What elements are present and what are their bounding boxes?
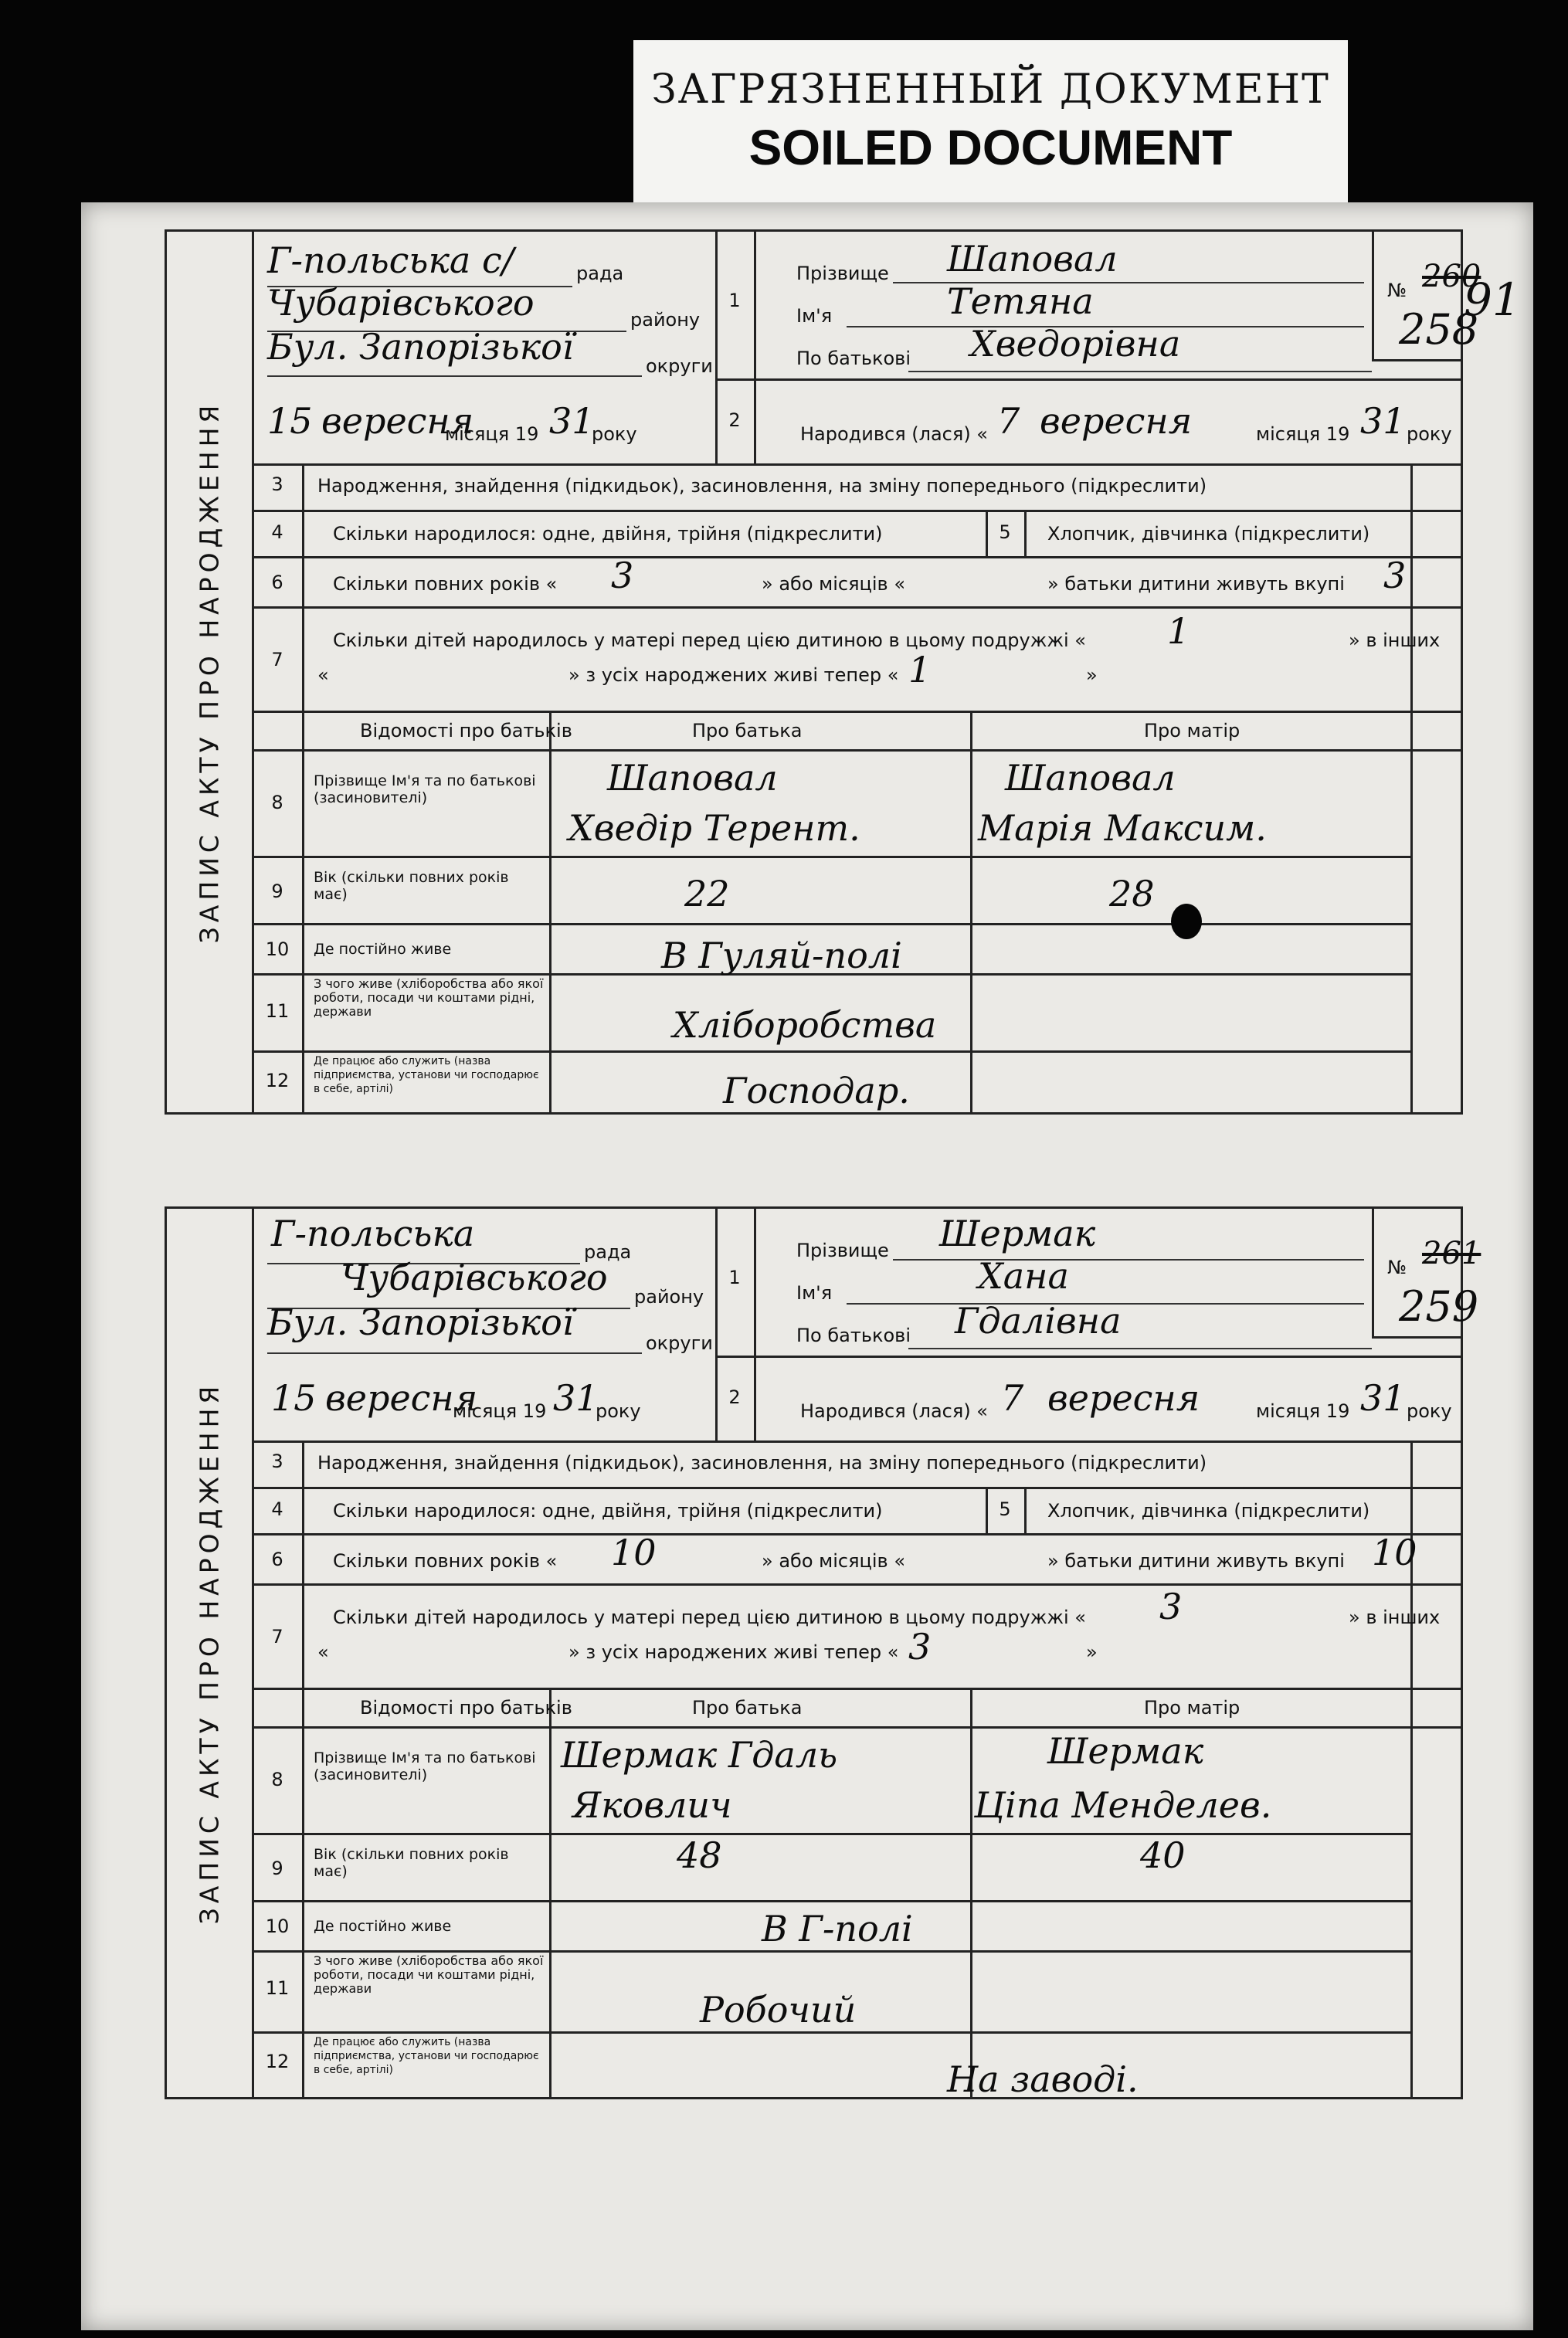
child-patronymic: Гдалівна xyxy=(955,1300,1122,1342)
record-number-old: 260 xyxy=(1422,259,1481,294)
child-patronymic: Хведорівна xyxy=(970,323,1181,365)
birth-record-2: ЗАПИС АКТУ ПРО НАРОДЖЕННЯ 1 2 Г-польська рада Чубарівського району Бул. Запорізької округи 15 вересня місяця 19 31 року Прізвище Шермак Ім'я Хана По батькові Гдалівна № 261 259 Народився (лася) « 7 вересня місяця 19 31 року 3 4 5 6 7 Народження, знайдення (підкидьок), засиновлення, на зміну попереднього (підкреслити) Скільки народилося: одне, двійня, трійня (підкреслити) Хлопчик, дівчинка (підкреслити) Скільки повних років « 10 » або місяців « » батьки дитини живуть вкупі 10 Скільки дітей народилось у матері перед цією дитиною в цьому подружжі « 3 » в інших « » з усіх народжених живі тепер « 3 » Відомості про батьків Про батька Про матір 8 9 10 11 12 Прізвище Ім'я та по батькові (засиновителі) Вік (скільки повних років має) Де постійно живе З чого живе (хліборобства або якої роботи, посади чи коштами рідні, держави Де працює або служить (назва підприємства, установи чи господарює в себе, артілі) Шермак Гдаль Яковлич Шермак Ціпа Менделев. 48 40 В Г-полі Робочий На заводі. xyxy=(165,1206,1463,2099)
work-place: Господар. xyxy=(723,1070,910,1111)
father-age: 22 xyxy=(684,873,730,915)
record-number-old: 261 xyxy=(1422,1236,1481,1271)
residence: В Гуляй-полі xyxy=(661,935,902,976)
raion-value: Чубарівського xyxy=(341,1257,608,1298)
record-side-title: ЗАПИС АКТУ ПРО НАРОДЖЕННЯ xyxy=(167,232,254,1112)
ink-blot xyxy=(1171,904,1202,939)
children-before: 3 xyxy=(1159,1586,1183,1627)
reg-day: 15 xyxy=(267,400,313,442)
birth-year: 31 xyxy=(1360,400,1406,442)
child-name: Хана xyxy=(978,1255,1069,1297)
record-number: 258 xyxy=(1399,305,1479,354)
raion-value: Чубарівського xyxy=(267,282,535,324)
soiled-document-stamp xyxy=(633,40,1348,205)
mother-age: 40 xyxy=(1140,1834,1186,1876)
record-side-title: ЗАПИС АКТУ ПРО НАРОДЖЕННЯ xyxy=(167,1209,254,2097)
birth-record-1: ЗАПИС АКТУ ПРО НАРОДЖЕННЯ 1 2 Г-польська с/ рада Чубарівського району Бул. Запорізької округи 15 вересня місяця 19 31 року Прізвище Шаповал Ім'я Тетяна По батькові Хведорівна № 260 258 Народився (лася) « 7 вересня місяця 19 31 року 3 4 5 6 7 Народження, знайдення (підкидьок), засиновлення, на зміну попереднього (підкреслити) Скільки народилося: одне, двійня, трійня (підкреслити) Хлопчик, дівчинка (підкреслити) Скільки повних років « 3 » або місяців « » батьки дитини живуть вкупі 3 Скільки дітей народилось у матері перед цією дитиною в цьому подружжі « 1 » в інших « » з усіх народжених живі тепер « 1 » Відомості про батьків Про батька Про матір 8 9 10 11 12 Прізвище Ім'я та по батькові (засиновителі) Вік (скільки повних років має) Де постійно живе З чого живе (хліборобства або якої роботи, посади чи коштами рідні, держави Де працює або служить (назва підприємства, установи чи господарює в себе, артілі) Шаповал Хведір Терент. Шаповал Марія Максим. 22 28 В Гуляй-полі Хліборобства Господар. xyxy=(165,229,1463,1115)
reg-day: 15 xyxy=(271,1377,317,1419)
years-together: 10 xyxy=(611,1532,657,1573)
father-name: Хведір Терент. xyxy=(568,807,860,849)
mother-name: Марія Максим. xyxy=(978,807,1267,849)
birth-day: 7 xyxy=(1001,1377,1024,1419)
together-total: 10 xyxy=(1372,1532,1417,1573)
child-name: Тетяна xyxy=(947,280,1094,322)
father-name: Яковлич xyxy=(572,1784,732,1826)
child-surname: Шаповал xyxy=(947,238,1118,280)
margin-page-number: 91 xyxy=(1464,273,1521,326)
birth-month: вересня xyxy=(1047,1377,1200,1419)
record-number: 259 xyxy=(1399,1282,1479,1331)
okrug-value: Бул. Запорізької xyxy=(267,326,574,368)
father-age: 48 xyxy=(677,1834,722,1876)
reg-month: вересня xyxy=(321,400,474,442)
reg-month: вересня xyxy=(325,1377,478,1419)
stamp-line-ru: ЗАГРЯЗНЕННЫЙ ДОКУМЕНТ xyxy=(651,66,1330,113)
mother-surname: Шермак xyxy=(1047,1730,1204,1772)
birth-day: 7 xyxy=(997,400,1020,442)
together-total: 3 xyxy=(1383,555,1407,596)
father-surname: Шермак Гдаль xyxy=(561,1734,838,1776)
mother-name: Ціпа Менделев. xyxy=(974,1784,1272,1826)
rada-value: Г-польська с/ xyxy=(267,239,514,281)
father-surname: Шаповал xyxy=(607,757,778,799)
child-surname: Шермак xyxy=(939,1213,1096,1254)
mother-age: 28 xyxy=(1109,873,1155,915)
mother-surname: Шаповал xyxy=(1005,757,1176,799)
reg-year: 31 xyxy=(549,400,595,442)
occupation: Робочий xyxy=(700,1989,857,2031)
children-before: 1 xyxy=(1167,610,1190,652)
children-alive: 3 xyxy=(908,1626,932,1668)
register-page xyxy=(81,202,1533,2330)
work-place: На заводі. xyxy=(947,2058,1139,2100)
okrug-value: Бул. Запорізької xyxy=(267,1301,574,1343)
rada-value: Г-польська xyxy=(271,1213,475,1254)
birth-year: 31 xyxy=(1360,1377,1406,1419)
children-alive: 1 xyxy=(908,649,932,691)
stamp-line-en: SOILED DOCUMENT xyxy=(748,120,1233,175)
years-together: 3 xyxy=(611,555,634,596)
reg-year: 31 xyxy=(553,1377,599,1419)
occupation: Хліборобства xyxy=(673,1004,937,1046)
residence: В Г-полі xyxy=(762,1908,913,1949)
birth-month: вересня xyxy=(1040,400,1193,442)
